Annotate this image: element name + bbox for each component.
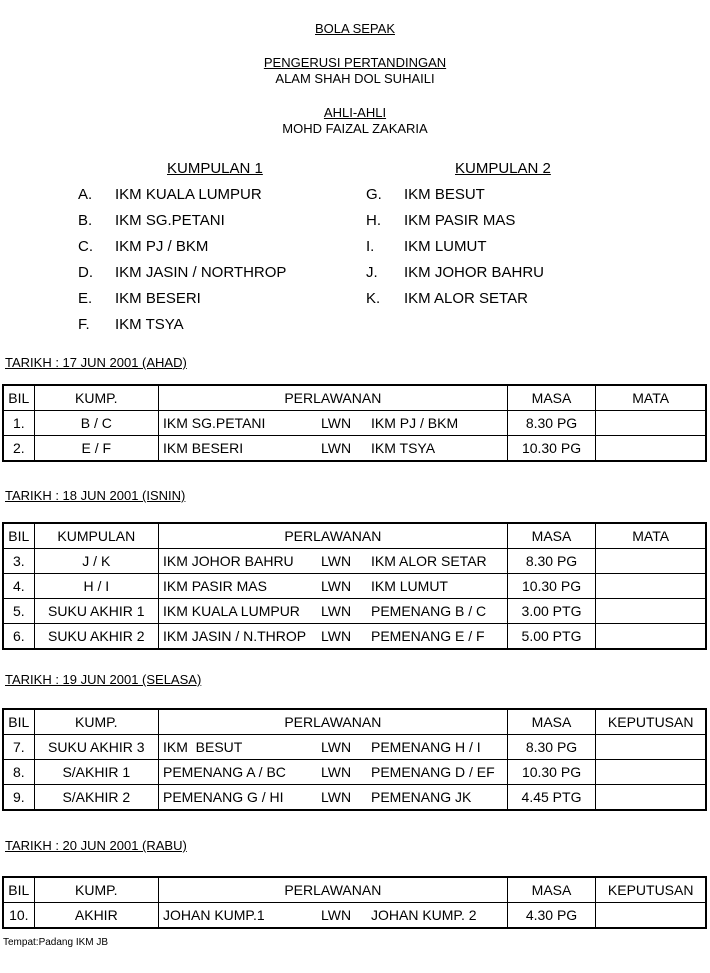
match-cell	[158, 599, 507, 624]
table-row	[3, 599, 706, 624]
versus-label: LWN	[320, 578, 352, 594]
match-cell	[158, 549, 507, 574]
away-team: PEMENANG D / EF	[370, 764, 495, 780]
match-time: 10.30 PG	[507, 574, 596, 599]
group-header: KUMP.	[34, 385, 158, 411]
match-group: S/AKHIR 2	[34, 785, 158, 811]
away-team: IKM ALOR SETAR	[370, 553, 487, 569]
versus-label: LWN	[320, 907, 352, 923]
match-number: 3.	[3, 549, 34, 574]
match-number: 9.	[3, 785, 34, 811]
group1-team-name: IKM BESERI	[115, 290, 201, 307]
match-group: J / K	[34, 549, 158, 574]
table-row	[3, 760, 706, 785]
match-header: PERLAWANAN	[158, 523, 507, 549]
day-date-label: TARIKH : 19 JUN 2001 (SELASA)	[5, 672, 202, 687]
home-team: IKM BESERI	[162, 440, 244, 456]
versus-label: LWN	[320, 628, 352, 644]
match-group: S/AKHIR 1	[34, 760, 158, 785]
table-row	[3, 735, 706, 760]
match-cell	[158, 436, 507, 462]
time-header: MASA	[507, 523, 596, 549]
match-result	[596, 599, 706, 624]
group1-letter: B.	[78, 212, 93, 229]
match-group: E / F	[34, 436, 158, 462]
match-group: H / I	[34, 574, 158, 599]
away-team: PEMENANG H / I	[370, 739, 481, 755]
match-cell	[158, 574, 507, 599]
versus-label: LWN	[320, 789, 352, 805]
match-time: 4.30 PG	[507, 903, 596, 929]
away-team: JOHAN KUMP. 2	[370, 907, 477, 923]
table-header-row	[3, 877, 706, 903]
group1-team-name: IKM JASIN / NORTHROP	[115, 264, 287, 281]
match-cell	[158, 735, 507, 760]
group1-letter: C.	[78, 238, 93, 255]
group1-team-name: IKM TSYA	[115, 316, 184, 333]
home-team: PEMENANG A / BC	[162, 764, 286, 780]
versus-label: LWN	[320, 553, 352, 569]
match-number: 6.	[3, 624, 34, 650]
match-cell	[158, 903, 507, 929]
day-date-label: TARIKH : 18 JUN 2001 (ISNIN)	[5, 488, 186, 503]
chair-name: ALAM SHAH DOL SUHAILI	[275, 71, 435, 86]
time-header: MASA	[507, 877, 596, 903]
table-row	[3, 574, 706, 599]
match-cell	[158, 624, 507, 650]
match-cell	[158, 760, 507, 785]
match-time: 8.30 PG	[507, 411, 596, 436]
group1-letter: E.	[78, 290, 93, 307]
match-time: 8.30 PG	[507, 735, 596, 760]
match-result	[596, 411, 706, 436]
group1-title: KUMPULAN 1	[167, 160, 263, 177]
group2-team-name: IKM LUMUT	[404, 238, 487, 255]
match-header: PERLAWANAN	[158, 385, 507, 411]
table-header-row	[3, 523, 706, 549]
day-date-label: TARIKH : 17 JUN 2001 (AHAD)	[5, 355, 187, 370]
venue-footer: Tempat:Padang IKM JB	[3, 937, 109, 948]
match-number: 7.	[3, 735, 34, 760]
home-team: IKM PASIR MAS	[162, 578, 267, 594]
home-team: IKM JOHOR BAHRU	[162, 553, 294, 569]
table-header-row	[3, 709, 706, 735]
time-header: MASA	[507, 385, 596, 411]
members-label: AHLI-AHLI	[323, 105, 387, 120]
away-team: PEMENANG JK	[370, 789, 472, 805]
home-team: IKM JASIN / N.THROP	[162, 628, 307, 644]
match-time: 3.00 PTG	[507, 599, 596, 624]
away-team: IKM LUMUT	[370, 578, 448, 594]
versus-label: LWN	[320, 603, 352, 619]
versus-label: LWN	[320, 440, 352, 456]
result-header: MATA	[596, 385, 706, 411]
match-time: 10.30 PG	[507, 760, 596, 785]
group2-letter: G.	[366, 186, 382, 203]
result-header: KEPUTUSAN	[596, 877, 706, 903]
group2-team-name: IKM JOHOR BAHRU	[404, 264, 545, 281]
match-result	[596, 436, 706, 462]
group1-letter: F.	[78, 316, 90, 333]
match-number: 5.	[3, 599, 34, 624]
group2-letter: I.	[366, 238, 375, 255]
group1-letter: A.	[78, 186, 93, 203]
match-time: 4.45 PTG	[507, 785, 596, 811]
schedule-table	[2, 384, 707, 462]
group2-title: KUMPULAN 2	[455, 160, 551, 177]
group2-team-name: IKM ALOR SETAR	[404, 290, 528, 307]
table-row	[3, 411, 706, 436]
versus-label: LWN	[320, 415, 352, 431]
match-result	[596, 785, 706, 811]
match-result	[596, 574, 706, 599]
time-header: MASA	[507, 709, 596, 735]
group-header: KUMP.	[34, 877, 158, 903]
match-group: SUKU AKHIR 2	[34, 624, 158, 650]
match-number: 4.	[3, 574, 34, 599]
group1-team-name: IKM PJ / BKM	[115, 238, 209, 255]
table-header-row	[3, 385, 706, 411]
home-team: PEMENANG G / HI	[162, 789, 284, 805]
match-cell	[158, 785, 507, 811]
bil-header: BIL	[3, 385, 34, 411]
home-team: IKM KUALA LUMPUR	[162, 603, 300, 619]
schedule-table	[2, 708, 707, 811]
group-header: KUMP.	[34, 709, 158, 735]
members-name: MOHD FAIZAL ZAKARIA	[282, 121, 428, 136]
group1-team-name: IKM SG.PETANI	[115, 212, 225, 229]
home-team: IKM SG.PETANI	[162, 415, 266, 431]
match-group: AKHIR	[34, 903, 158, 929]
group2-team-name: IKM BESUT	[404, 186, 485, 203]
schedule-table	[2, 876, 707, 929]
match-result	[596, 903, 706, 929]
match-number: 10.	[3, 903, 34, 929]
match-group: SUKU AKHIR 1	[34, 599, 158, 624]
match-time: 10.30 PG	[507, 436, 596, 462]
match-number: 1.	[3, 411, 34, 436]
table-row	[3, 436, 706, 462]
away-team: PEMENANG E / F	[370, 628, 485, 644]
away-team: IKM TSYA	[370, 440, 436, 456]
table-row	[3, 903, 706, 929]
match-time: 8.30 PG	[507, 549, 596, 574]
group2-letter: H.	[366, 212, 381, 229]
match-result	[596, 549, 706, 574]
match-cell	[158, 411, 507, 436]
document-title: BOLA SEPAK	[315, 21, 395, 36]
group2-letter: K.	[366, 290, 381, 307]
match-number: 2.	[3, 436, 34, 462]
group2-team-name: IKM PASIR MAS	[404, 212, 516, 229]
match-header: PERLAWANAN	[158, 709, 507, 735]
chair-label: PENGERUSI PERTANDINGAN	[263, 55, 447, 70]
match-result	[596, 624, 706, 650]
versus-label: LWN	[320, 764, 352, 780]
table-row	[3, 549, 706, 574]
table-row	[3, 785, 706, 811]
group2-letter: J.	[366, 264, 378, 281]
result-header: KEPUTUSAN	[596, 709, 706, 735]
match-time: 5.00 PTG	[507, 624, 596, 650]
match-group: B / C	[34, 411, 158, 436]
result-header: MATA	[596, 523, 706, 549]
bil-header: BIL	[3, 877, 34, 903]
table-row	[3, 624, 706, 650]
home-team: JOHAN KUMP.1	[162, 907, 265, 923]
bil-header: BIL	[3, 709, 34, 735]
match-result	[596, 760, 706, 785]
schedule-table	[2, 522, 707, 650]
match-group: SUKU AKHIR 3	[34, 735, 158, 760]
group1-letter: D.	[78, 264, 93, 281]
away-team: PEMENANG B / C	[370, 603, 487, 619]
home-team: IKM BESUT	[162, 739, 243, 755]
match-number: 8.	[3, 760, 34, 785]
day-date-label: TARIKH : 20 JUN 2001 (RABU)	[5, 838, 187, 853]
group-header: KUMPULAN	[34, 523, 158, 549]
group1-team-name: IKM KUALA LUMPUR	[115, 186, 262, 203]
versus-label: LWN	[320, 739, 352, 755]
match-result	[596, 735, 706, 760]
away-team: IKM PJ / BKM	[370, 415, 459, 431]
bil-header: BIL	[3, 523, 34, 549]
match-header: PERLAWANAN	[158, 877, 507, 903]
